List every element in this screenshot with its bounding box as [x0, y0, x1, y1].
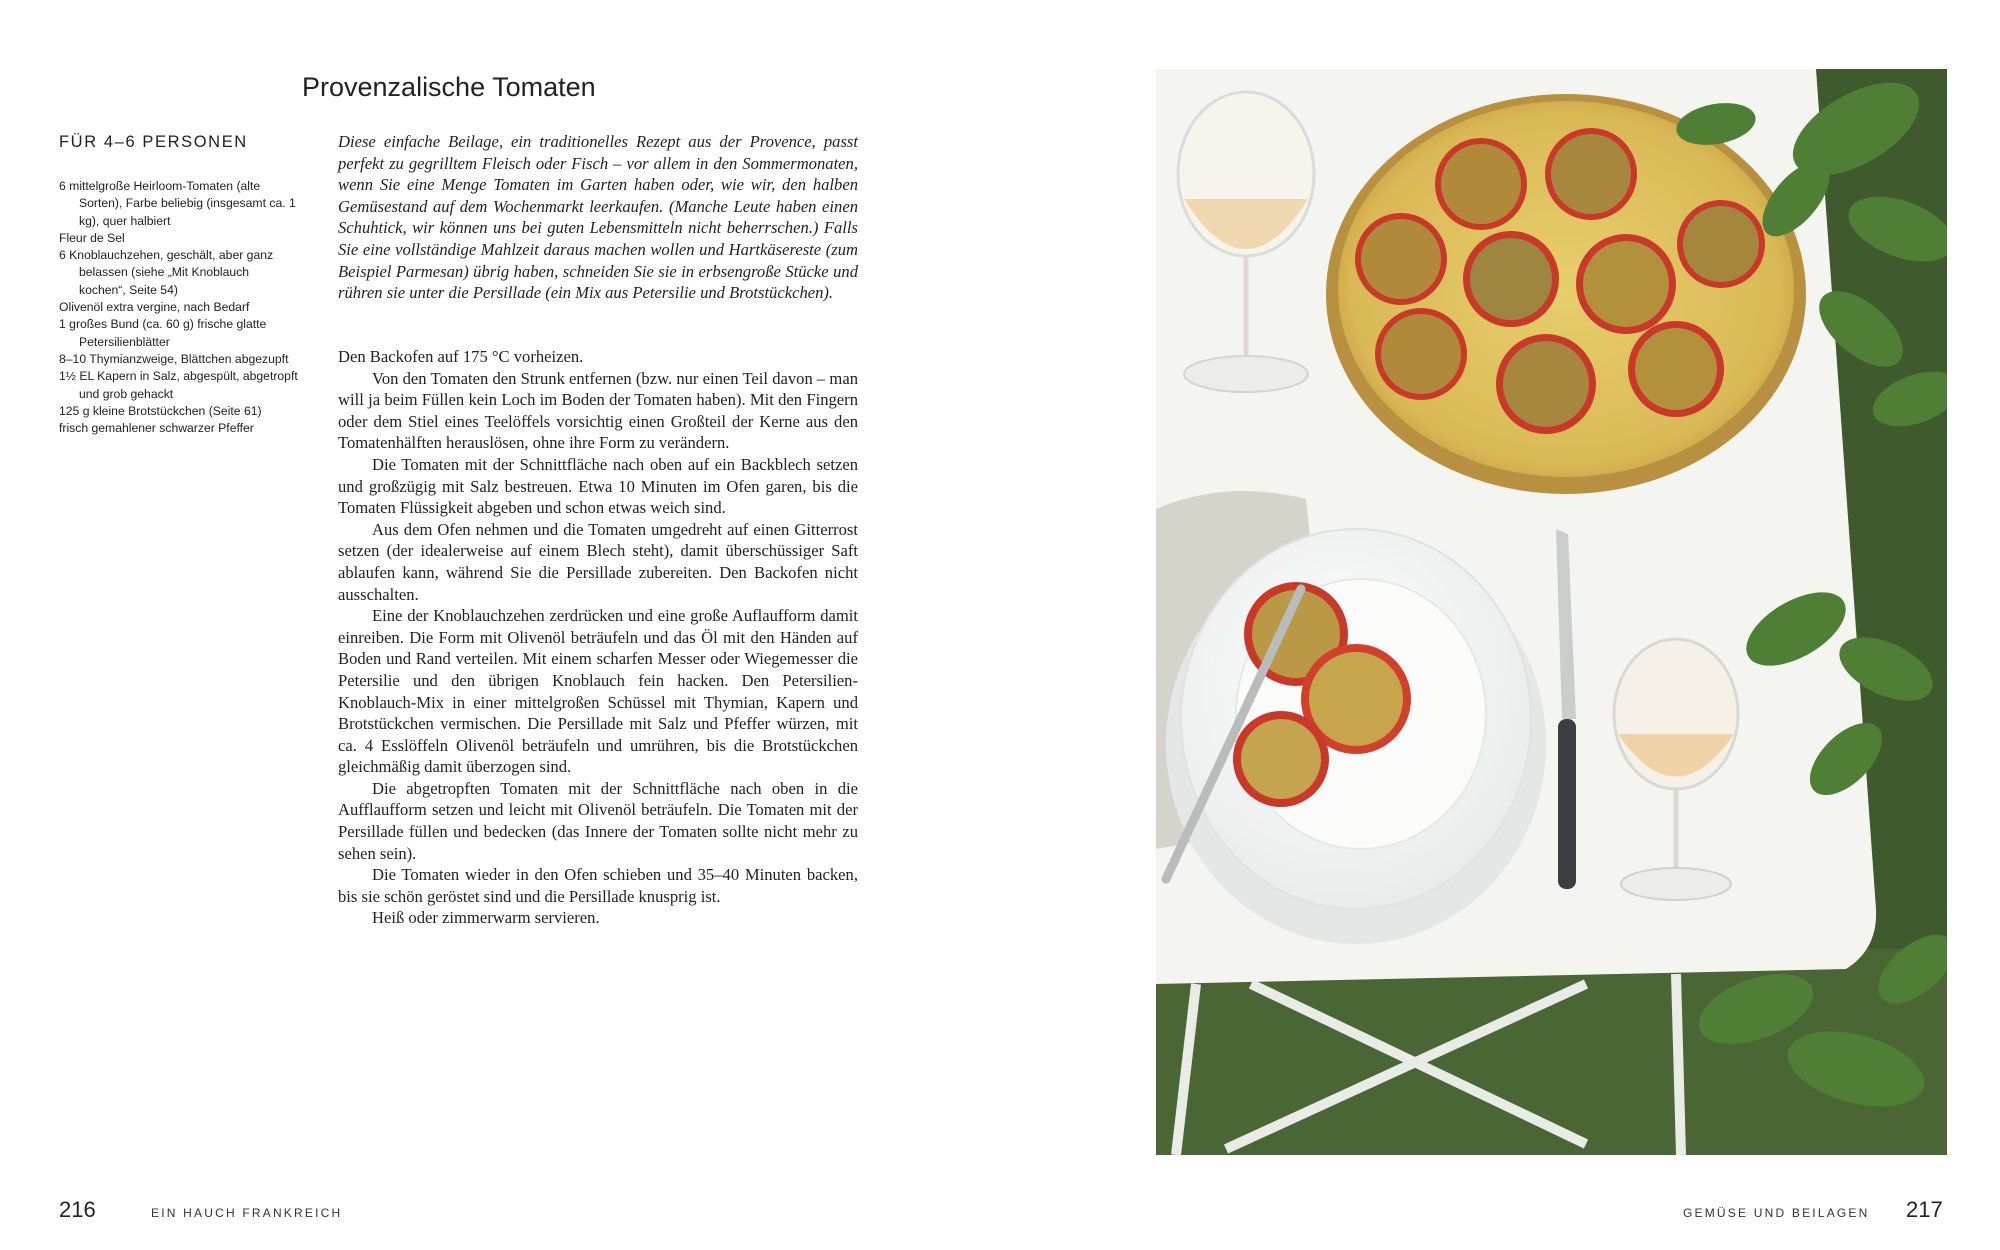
ingredient-item: frisch gemahlener schwarzer Pfeffer — [59, 421, 254, 436]
left-running-footer: EIN HAUCH FRANKREICH — [151, 1206, 343, 1220]
recipe-photo — [1156, 69, 1947, 1155]
baking-dish — [1326, 94, 1806, 494]
step-paragraph: Die Tomaten wieder in den Ofen schieben und 35–40 Minuten backen, bis sie schön geröstet sind und die Persillade knusprig ist. — [338, 865, 858, 906]
step-paragraph: Die abgetropften Tomaten mit der Schnittfläche nach oben in die Aufflaufform setzen und leicht mit Olivenöl beträufeln. Die Tomaten mit der Persillade füllen und bedecken (das Innere der Tomaten sollte nicht mehr zu sehen sein). — [338, 778, 858, 863]
ingredient-item: Fleur de Sel — [59, 230, 125, 245]
right-page-number: 217 — [1906, 1197, 1943, 1222]
table-scene-illustration — [1156, 69, 1947, 1155]
recipe-steps — [338, 346, 858, 929]
ingredient-item: 6 Knoblauchzehen, geschält, aber ganz belassen (siehe „Mit Knoblauch kochen“, Seite 54) — [59, 248, 274, 297]
ingredient-item: 1 großes Bund (ca. 60 g) frische glatte Petersilienblätter — [59, 317, 267, 349]
ingredient-list — [59, 178, 299, 437]
step-paragraph: Den Backofen auf 175 °C vorheizen. — [338, 347, 584, 366]
servings-heading: FÜR 4–6 PERSONEN — [59, 133, 248, 151]
ingredient-item: 1½ EL Kapern in Salz, abgespült, abgetropft und grob gehackt — [59, 369, 298, 401]
ingredient-item: 8–10 Thymianzweige, Blättchen abgezupft — [59, 351, 289, 366]
right-running-footer: GEMÜSE UND BEILAGEN — [1683, 1206, 1870, 1220]
recipe-title: Provenzalische Tomaten — [302, 72, 596, 102]
ingredient-item: Olivenöl extra vergine, nach Bedarf — [59, 300, 250, 315]
step-paragraph: Aus dem Ofen nehmen und die Tomaten umgedreht auf einen Gitterrost setzen (der idealerweise auf einem Blech steht), damit überschüssiger Saft ablaufen kann, während Sie die Persillade zubereiten. Den Backofen nicht ausschalten. — [338, 519, 858, 604]
recipe-intro: Diese einfache Beilage, ein traditionelles Rezept aus der Provence, passt perfekt zu gegrilltem Fleisch oder Fisch – vor allem in den Sommermonaten, wenn Sie eine Menge Tomaten im Garten haben oder, wie wir, den halben Gemüsestand auf dem Wochenmarkt leerkaufen. (Manche Leute haben einen Schuhtick, wir können uns bei guten Lebensmitteln nicht beherrschen.) Falls Sie eine vollständige Mahlzeit daraus machen wollen und Hartkäsereste (zum Beispiel Parmesan) übrig haben, schneiden Sie sie in erbsengroße Stücke und rühren sie unter die Persillade (ein Mix aus Petersilie und Brotstückchen). — [338, 132, 858, 303]
step-paragraph: Heiß oder zimmerwarm servieren. — [372, 908, 600, 928]
ingredient-item: 6 mittelgroße Heirloom-Tomaten (alte Sorten), Farbe beliebig (insgesamt ca. 1 kg), quer halbiert — [59, 179, 296, 228]
step-paragraph: Eine der Knoblauchzehen zerdrücken und eine große Auflaufform damit einreiben. Die Form mit Olivenöl beträufeln und das Öl mit den Händen auf Boden und Rand verteilen. Mit einem scharfen Messer oder Wiegemesser die Petersilie und den übrigen Knoblauch fein hacken. Den Petersilien-Knoblauch-Mix in einer mittelgroßen Schüssel mit Thymian, Kapern und Brotstückchen vermischen. Die Persillade mit Salz und Pfeffer würzen, mit ca. 4 Esslöffeln Olivenöl beträufeln und umrühren, bis die Brotstückchen gleichmäßig damit überzogen sind. — [338, 606, 858, 777]
ingredient-item: 125 g kleine Brotstückchen (Seite 61) — [59, 403, 262, 418]
step-paragraph: Von den Tomaten den Strunk entfernen (bzw. nur einen Teil davon – man will ja beim Füllen kein Loch im Boden der Tomaten haben). Mit den Fingern oder dem Stiel eines Teelöffels vorsichtig einen Großteil der Kerne aus den Tomatenhälften herauslösen, ohne ihre Form zu verändern. — [338, 368, 858, 453]
left-page-number: 216 — [59, 1197, 96, 1222]
step-paragraph: Die Tomaten mit der Schnittfläche nach oben auf ein Backblech setzen und großzügig mit Salz bestreuen. Etwa 10 Minuten im Ofen garen, bis die Tomaten Flüssigkeit abgeben und schon etwas weich sind. — [338, 454, 858, 518]
